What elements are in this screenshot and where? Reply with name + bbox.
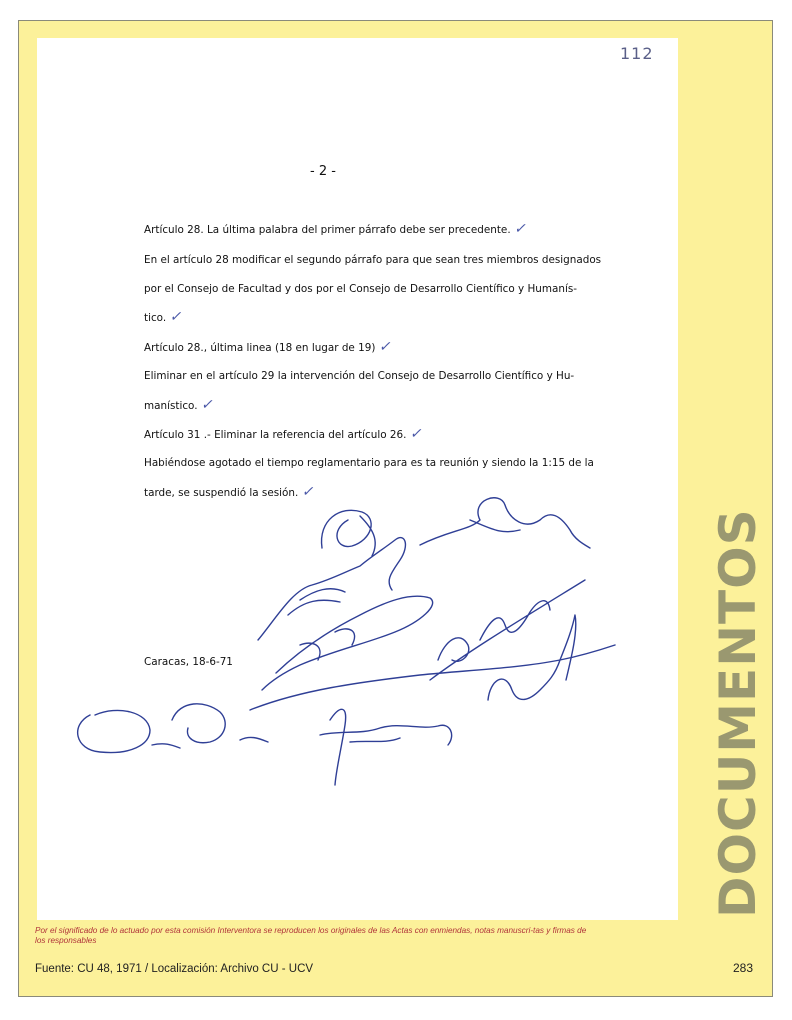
check-mark-icon: ✓: [169, 309, 182, 325]
place-and-date: Caracas, 18-6-71: [144, 656, 233, 668]
paragraph-line: por el Consejo de Facultad y dos por el Consejo de Desarrollo Científico y Humanís-: [144, 283, 578, 295]
check-mark-icon: ✓: [378, 339, 391, 355]
handwritten-page-number: 112: [620, 44, 654, 63]
page-number: 283: [733, 961, 754, 975]
side-title: DOCUMENTOS: [709, 508, 767, 918]
paragraph-line: Habiéndose agotado el tiempo reglamentario para es ta reunión y siendo la 1:15 de la: [144, 457, 594, 469]
page-marker: - 2 -: [310, 164, 336, 179]
paragraph-line: Eliminar en el artículo 29 la intervención del Consejo de Desarrollo Científico y Hu-: [144, 370, 575, 382]
paragraph-line: Artículo 28. La última palabra del primer párrafo debe ser precedente. ✓: [144, 221, 526, 237]
paragraph-line: Artículo 28., última linea (18 en lugar de 19) ✓: [144, 339, 391, 355]
caption: Por el significado de lo actuado por esta comisión Interventora se reproducen los originales de las Actas con enmiendas, notas manuscri-tas y firmas de los responsables: [35, 926, 587, 945]
paragraph-line: tarde, se suspendió la sesión. ✓: [144, 484, 314, 500]
paragraph-line: tico. ✓: [144, 309, 182, 325]
scanned-document: [37, 38, 678, 920]
check-mark-icon: ✓: [200, 397, 213, 413]
paragraph-line: manístico. ✓: [144, 397, 213, 413]
check-mark-icon: ✓: [301, 484, 314, 500]
paragraph-line: En el artículo 28 modificar el segundo párrafo para que sean tres miembros designados: [144, 254, 602, 266]
check-mark-icon: ✓: [409, 426, 422, 442]
paragraph-line: Artículo 31 .- Eliminar la referencia del artículo 26. ✓: [144, 426, 422, 442]
source-line: Fuente: CU 48, 1971 / Localización: Archivo CU - UCV: [35, 963, 314, 975]
check-mark-icon: ✓: [513, 221, 526, 237]
